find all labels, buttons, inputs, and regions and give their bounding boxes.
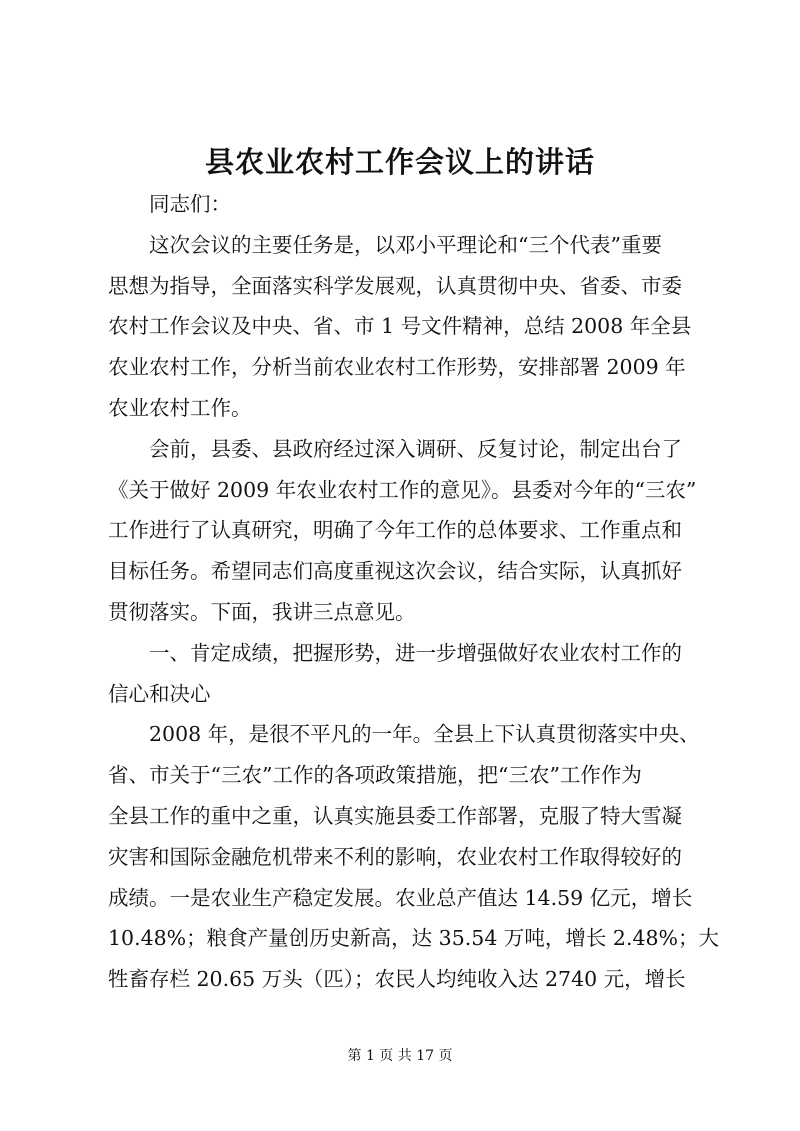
text-line: 农村工作会议及中央、省、市 1 号文件精神，总结 2008 年全县 bbox=[108, 314, 692, 339]
text-line: 《关于做好 2009 年农业农村工作的意见》。县委对今年的“三农” bbox=[108, 477, 697, 502]
document-body bbox=[108, 184, 720, 1000]
text-line: 农业农村工作。 bbox=[108, 395, 252, 420]
text-line: 一、肯定成绩，把握形势，进一步增强做好农业农村工作的 bbox=[149, 640, 682, 665]
text-line: 省、市关于“三农”工作的各项政策措施，把“三农”工作作为 bbox=[108, 763, 642, 788]
text-line: 成绩。一是农业生产稳定发展。农业总产值达 14.59 亿元，增长 bbox=[108, 885, 693, 910]
text-line: 同志们： bbox=[149, 192, 231, 216]
text-line: 会前，县委、县政府经过深入调研、反复讨论，制定出台了 bbox=[149, 436, 682, 461]
text-line: 10.48%；粮食产量创历史新高，达 35.54 万吨，增长 2.48%；大 bbox=[108, 926, 720, 951]
page-footer: 第 1 页 共 17 页 bbox=[347, 1048, 453, 1064]
text-line: 全县工作的重中之重，认真实施县委工作部署，克服了特大雪凝 bbox=[108, 803, 682, 828]
text-line: 灾害和国际金融危机带来不利的影响，农业农村工作取得较好的 bbox=[108, 844, 682, 869]
text-line: 2008 年，是很不平凡的一年。全县上下认真贯彻落实中央、 bbox=[149, 722, 700, 747]
text-line: 这次会议的主要任务是，以邓小平理论和“三个代表”重要 bbox=[149, 232, 662, 257]
text-line: 工作进行了认真研究，明确了今年工作的总体要求、工作重点和 bbox=[108, 518, 682, 543]
text-line: 信心和决心 bbox=[108, 681, 211, 706]
text-line: 目标任务。希望同志们高度重视这次会议，结合实际，认真抓好 bbox=[108, 559, 682, 584]
document-title: 县农业农村工作会议上的讲话 bbox=[204, 145, 595, 179]
text-line: 贯彻落实。下面，我讲三点意见。 bbox=[108, 599, 416, 624]
text-line: 思想为指导，全面落实科学发展观，认真贯彻中央、省委、市委 bbox=[108, 273, 682, 298]
text-line: 牲畜存栏 20.65 万头（匹）；农民人均纯收入达 2740 元，增长 bbox=[108, 967, 686, 992]
text-line: 农业农村工作，分析当前农业农村工作形势，安排部署 2009 年 bbox=[108, 355, 686, 380]
